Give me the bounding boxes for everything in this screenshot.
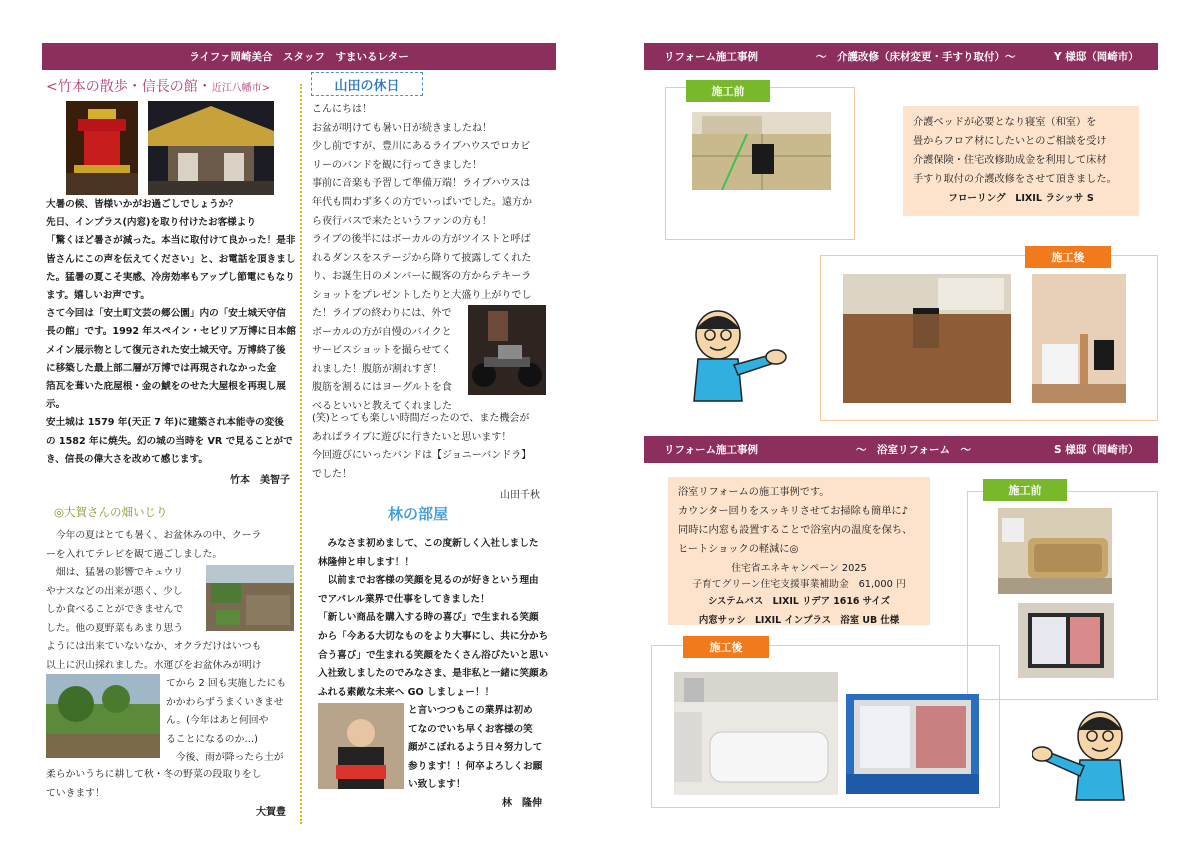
mascot-pointing-icon [686,307,790,405]
left-header-title: ライファ岡崎美合 スタッフ すまいるレター [189,51,409,63]
yamada-body-bottom: (笑)とっても楽しい時間だったので、また機会が あればライブに遊びに行きたいと思います！ 今回遊びにいったバンドは【ジョニーバンドラ】 でした！ [312,413,532,480]
yamada-title: 山田の休日 [334,78,400,94]
oga-body-mid-narrow: 畑は、猛暑の影響でキュウリ やナスなどの出来が悪く、少し しか食べることができませんで した。他の夏野菜もあまり思う [46,567,184,634]
oga-title: ◎大賀さんの畑いじり [54,505,168,519]
case1-after-photo-toilet [1032,274,1126,403]
case1-header-mid: ～ 介護改修（床材変更・手すり取付）～ [816,51,1016,63]
yamada-photo-motorcycle [468,305,546,395]
yamada-body-narrow: た！ライブの終わりには、外で ボーカルの方が自慢のバイクと サービスショットを撮らせてく れました！腹筋が割れすぎ！ 腹筋を割るにはヨーグルトを食 べるといいと教えてくれました [312,308,452,412]
takemoto-photo-2 [148,101,274,195]
yamada-author: 山田千秋 [500,490,540,501]
case2-header-left: リフォーム施工事例 [664,444,758,456]
oga-body-top: 今年の夏はとても暑く、お盆休みの中、クーラ ーを入れてテレビを観て過ごしました。 [46,530,262,560]
takemoto-photo-1 [66,101,138,195]
hayashi-body-narrow: と言いつつもこの業界は初め てなのでいち早くお客様の笑 顔がこぼれるよう日々努力して 参ります！！何卒よろしくお願 い致します！ [408,705,543,791]
oga-photo-garden [206,565,294,631]
case1-after-badge: 施工後 [1025,246,1111,268]
case2-after-badge: 施工後 [683,636,769,658]
case2-after-photo-window [846,694,979,794]
case1-header-right: Y 様邸（岡崎市） [1054,51,1139,63]
oga-body-mid-full: ようには出来ていないなか、オクラだけはいつも 以上に沢山採れました。水運びをお盆休みが明け [46,641,262,671]
case1-header-left: リフォーム施工事例 [664,51,758,63]
yamada-body-top: こんにちは！ お盆が明けても暑い日が続きましたね！ 少し前ですが、豊川にあるライブハウスでロカビ リーのバンドを観に行ってきました！ 事前に音楽も予習して準備万端！ライブハウスは 年代も問わず多くの方でいっぱいでした。遠方か ら夜行バスで来たというファンの方も！ ライブの後半にはボーカルの方がツイストと呼ば れるダンスをステージから降りて披露してくれた り、お誕生日のメンバーに観客の方からテキーラ ショットをプレゼントしたりと大盛り上がりでし [312,104,532,301]
hayashi-title: 林の部屋 [388,505,449,523]
takemoto-title: <竹本の散歩・信長の館・近江八幡市> [46,79,271,95]
hayashi-photo [318,703,404,789]
oga-author: 大賀豊 [256,807,286,818]
case2-before-photo-bath [998,508,1112,594]
oga-body-bottom-narrow: てから 2 回も実施したにも かかわらずうまくいきませ ん。(今年はあと何回や ることになるのか…) 今後、雨が降ったら土が [166,678,287,764]
takemoto-body: 大暑の候、皆様いかがお過ごしでしょうか？ 先日、インプラス(内窓)を取り付けたお客様より 「驚くほど暑さが減った。本当に取付けて良かった！是非 皆さんにこの声を伝えてください」と、お電話を頂きまし た。猛暑の夏こそ実感、冷房効率もアップし節電にもなり ます。嬉しいお声です。 さて今回は「安土町文芸の郷公園」内の「安土城天守信 長の館」です。1992 年スペイン・セビリア万博に日本館 メイン展示物として復元された安土城天守。万博終了後 に移築した最上部二層が万博では再現されなかった金 箔瓦を葺いた庇屋根・金の鯱をのせた大屋根を再現し展 示。 安土城は 1579 年(天正 7 年)に建築され本能寺の変後 の 1582 年に焼失。幻の城の当時を VR で見ることがで き、信長の偉大さを改めて感じます。 [46,199,296,465]
case1-before-badge: 施工前 [686,80,770,102]
case1-after-photo-floor [843,274,1011,403]
case2-header-mid: ～ 浴室リフォーム ～ [856,444,971,456]
hayashi-author: 林 隆伸 [502,798,542,809]
yamada-title-box [311,72,423,96]
left-header-bar [42,43,556,70]
takemoto-author: 竹本 美智子 [230,475,290,486]
case2-note: 浴室リフォームの施工事例です。 カウンター回りをスッキリさせてお掃除も簡単に♪ 同時に内窓も設置することで浴室内の温度を保ち、 ヒートショックの軽減に◎ 住宅省エネキャンペーン 2025 子育てグリーン住宅支援事業補助金 61,000 円 システムバス LIXIL リデア 1616 サイズ 内窓サッシ LIXIL インプラス 浴室 UB 仕様 [668,477,930,625]
case2-before-badge: 施工前 [983,479,1067,501]
case1-before-photo [692,112,831,190]
case1-header-bar [644,43,1158,70]
mascot-pointing-icon [1032,708,1132,804]
oga-photo-field [46,674,160,758]
case2-before-photo-window [1018,603,1114,678]
column-divider [300,84,302,824]
hayashi-body-full: みなさま初めまして、この度新しく入社しました 林隆伸と申します！！ 以前までお客様の笑顔を見るのが好きという理由 でアパレル業界で仕事をしてきました！ 「新しい商品を購入する時の喜び」で生まれる笑顔 から「今ある大切なものをより大事にし、共に分かち 合う喜び」で生まれる笑顔をたくさん浴びたいと思い 入社致しましたのでみなさま、是非私と一緒に笑顔あ ふれる素敵な未来へ GO しましょー！！ [318,538,549,698]
oga-body-bottom-full: 柔らかいうちに耕して秋・冬の野菜の段取りをし ていきます！ [46,769,262,799]
case2-header-bar [644,436,1158,463]
case1-note: 介護ベッドが必要となり寝室（和室）を 畳からフロア材にしたいとのご相談を受け 介護保険・住宅改修助成金を利用して床材 手すり取付の介護改修をさせて頂きました。 フローリング LIXIL ラシッサ S [903,106,1139,216]
case2-header-right: S 様邸（岡崎市） [1054,444,1139,456]
case2-after-photo-bath [674,672,838,795]
